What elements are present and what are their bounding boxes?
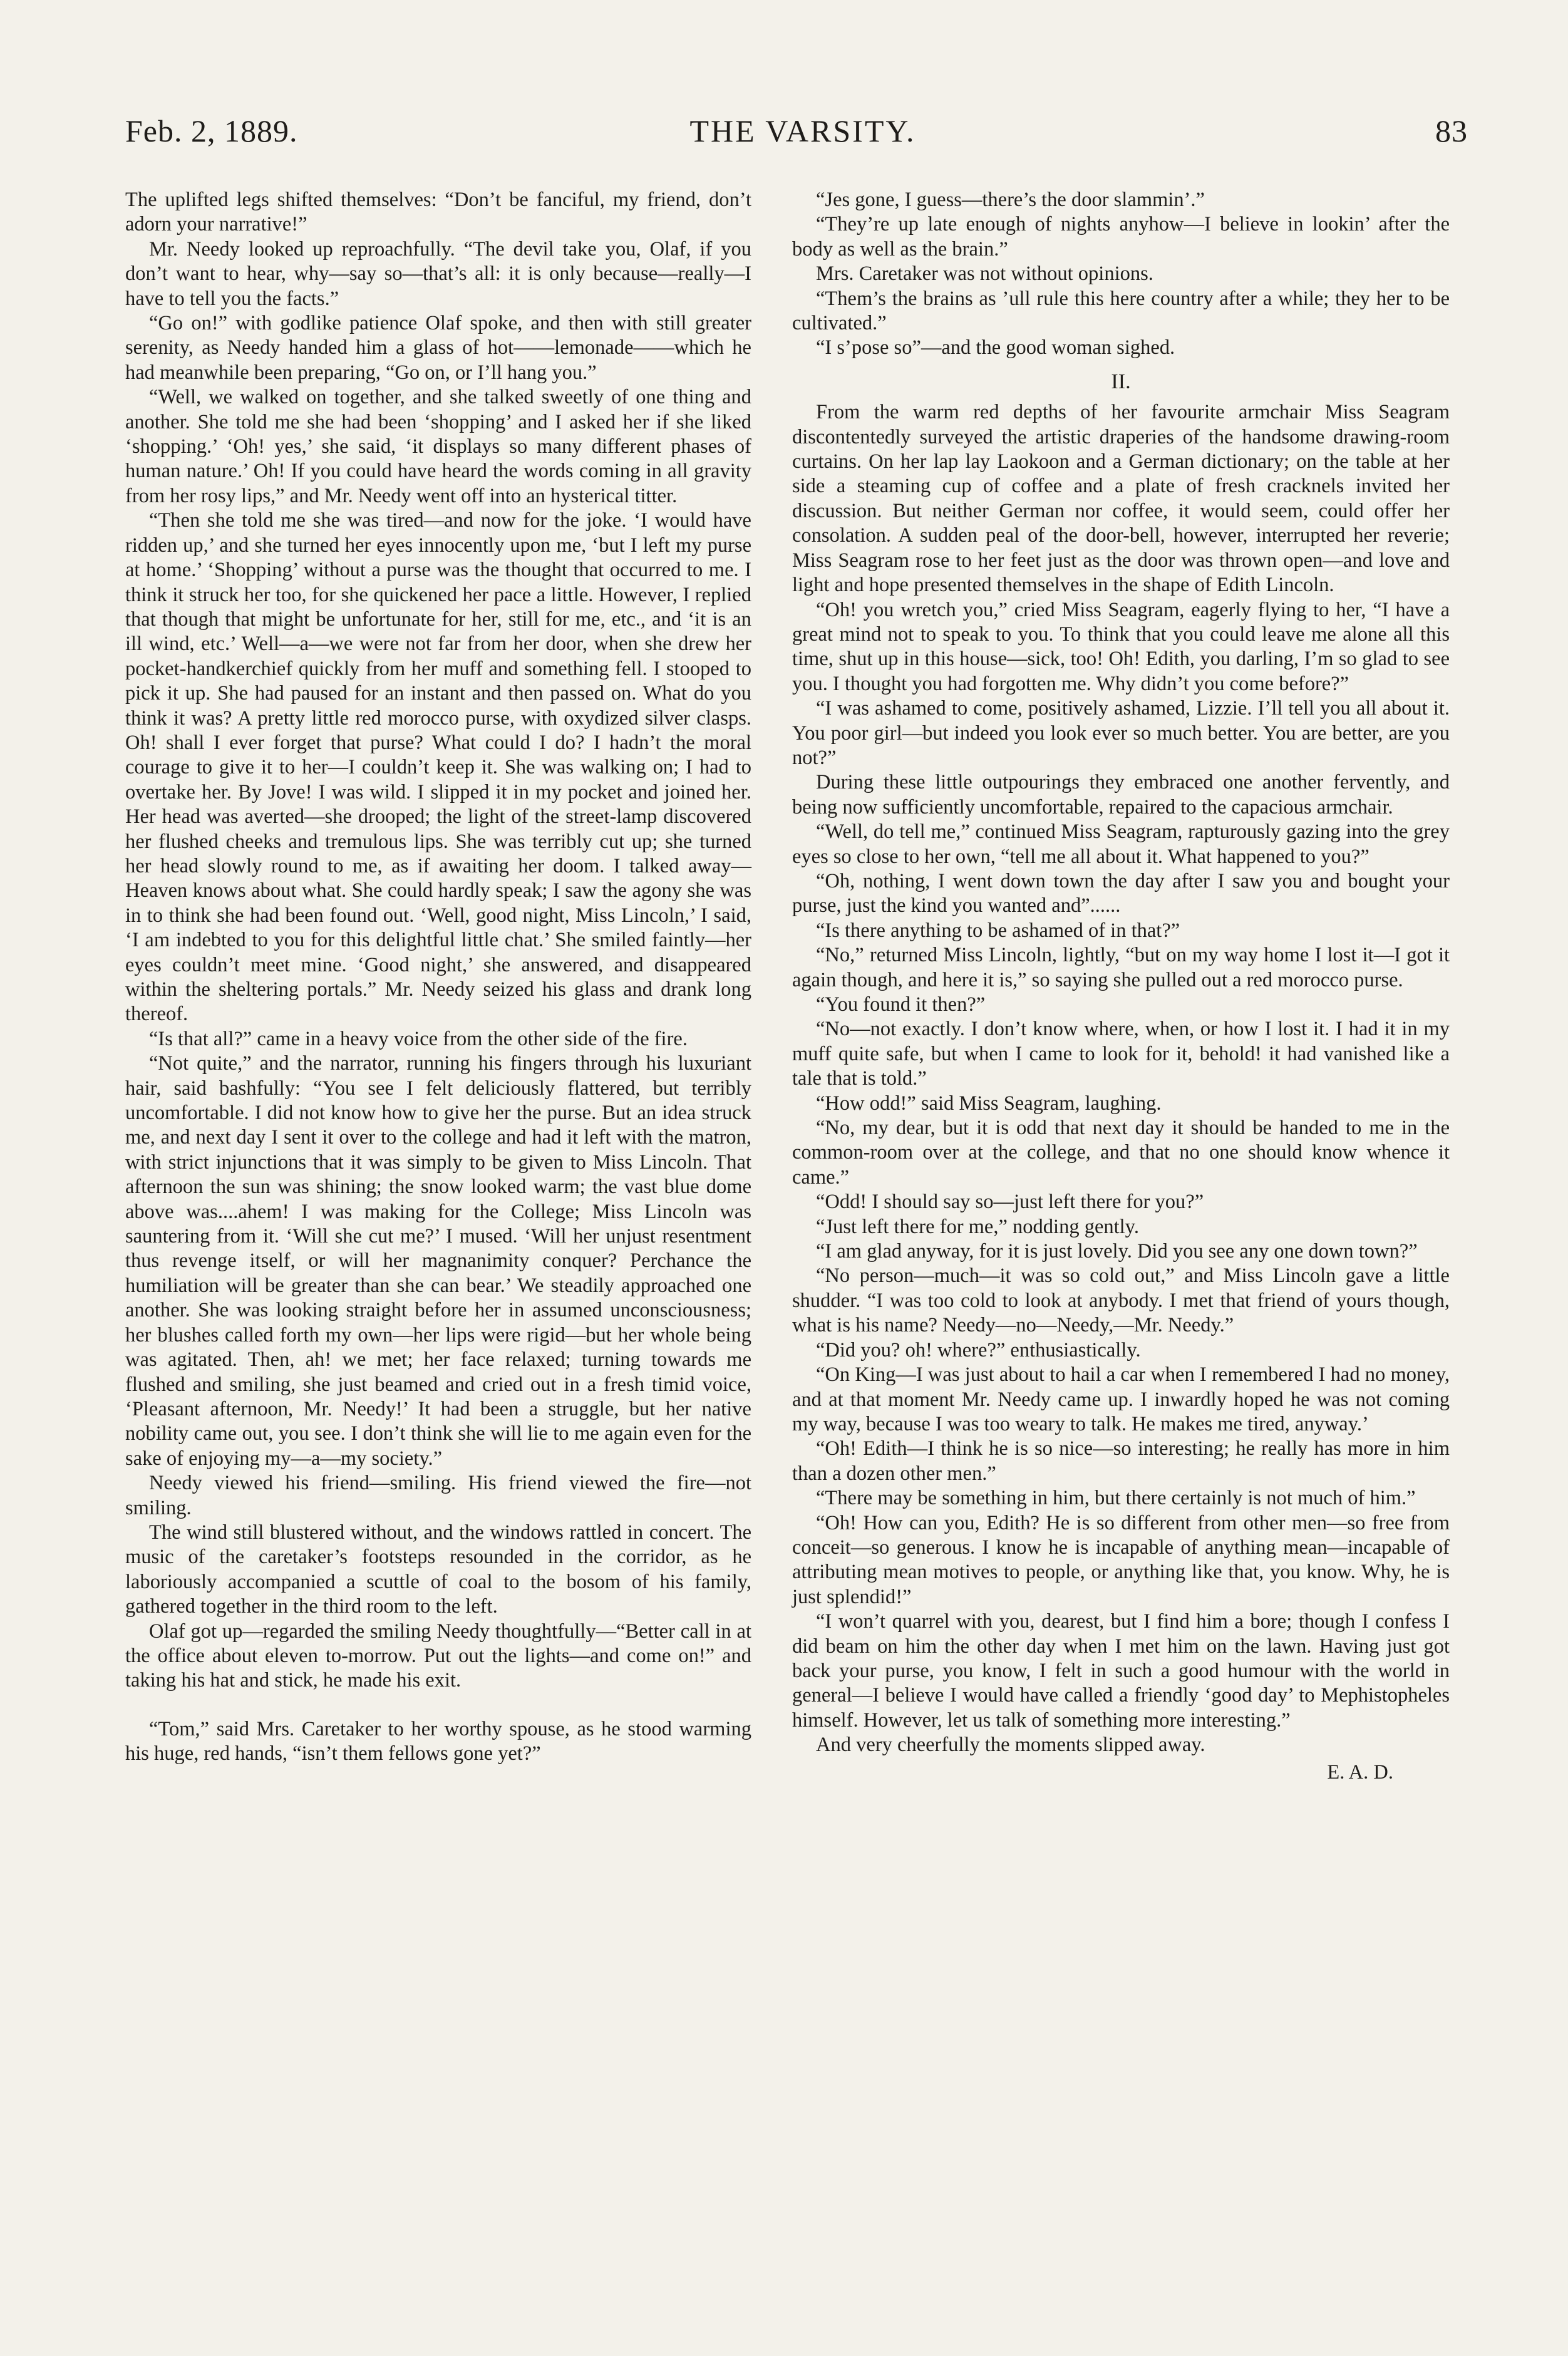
paragraph: The wind still blustered without, and the windows rattled in concert. The music of the caretaker’s footsteps resounded in the corridor, as he laboriously accompanied a scuttle of coal to the bosom of his family, gathered together in the third room to the left.	[125, 1521, 751, 1618]
paragraph: “Just left there for me,” nodding gently.	[816, 1215, 1139, 1238]
paragraph: “Well, do tell me,” continued Miss Seagram, rapturously gazing into the grey eyes so close to her own, “tell me all about it. What happened to you?”	[792, 820, 1450, 868]
paragraph: Mrs. Caretaker was not without opinions.	[816, 262, 1153, 286]
paragraph: “Is that all?” came in a heavy voice from the other side of the fire.	[149, 1027, 688, 1050]
paragraph: And very cheerfully the moments slipped away.	[816, 1733, 1205, 1757]
paragraph: “Not quite,” and the narrator, running his fingers through his luxuriant hair, said bashfully: “You see I felt deliciously flattered, but terribly uncomfortable. I did not know how to give her the purse. But an idea struck me, and next day I sent it over to the college and had it left with the matron, with strict injunctions that it was simply to be given to Miss Lincoln. That afternoon the sun was shining; the snow looked warm; the vast blue dome above was....ahem! I was making for the College; Miss Lincoln was sauntering from it. ‘Will she cut me?’ I mused. ‘Will her unjust resentment thus revenge itself, or will her magnanimity conquer? Perchance the humiliation will be greater than she can bear.’ We steadily approached one another. She was looking straight before her in assumed unconsciousness; her blushes called forth my own—her lips were rigid—but her whole being was agitated. Then, ah! we met; her face relaxed; turning towards me flushed and smiling, she just beamed and cried out in a fresh timid voice, ‘Pleasant afternoon, Mr. Needy!’ It had been a struggle, but her native nobility came out, you see. I don’t think she will lie to me again even for the sake of enjoying my—a—my society.”	[125, 1052, 751, 1470]
paragraph: “Did you? oh! where?” enthusiastically.	[816, 1338, 1141, 1361]
paragraph: “No—not exactly. I don’t know where, when, or how I lost it. I had it in my muff quite safe, but when I came to look for it, behold! it had vanished like a tale that is told.”	[792, 1018, 1450, 1090]
paragraph: During these little outpourings they embraced one another fervently, and being now sufficiently uncomfortable, repaired to the capacious armchair.	[792, 771, 1450, 819]
paragraph: “Oh, nothing, I went down town the day after I saw you and bought your purse, just the kind you wanted and”......	[792, 869, 1450, 917]
paragraph: “I s’pose so”—and the good woman sighed.	[816, 336, 1175, 359]
page-number: 83	[1435, 113, 1468, 148]
paragraph: “No person—much—it was so cold out,” and Miss Lincoln gave a little shudder. “I was too cold to look at anybody. I met that friend of yours though, what is his name? Needy—no—Needy,—Mr. Needy.”	[792, 1264, 1450, 1337]
paragraph: Needy viewed his friend—smiling. His friend viewed the fire—not smiling.	[125, 1472, 751, 1519]
paragraph: “Jes gone, I guess—there’s the door slammin’.”	[816, 189, 1205, 211]
paragraph: Olaf got up—regarded the smiling Needy thoughtfully—“Better call in at the office about eleven to-morrow. Put out the lights—and come on!” and taking his hat and stick, he made his exit.	[125, 1620, 751, 1692]
paragraph: “There may be something in him, but there certainly is not much of him.”	[816, 1487, 1416, 1510]
paragraph: “Oh! How can you, Edith? He is so different from other men—so free from conceit—so generous. I know he is incapable of anything mean—incapable of attributing mean motives to people, or anything like that, you know. Why, he is just splendid!”	[792, 1511, 1450, 1608]
author-signature: E. A. D.	[1327, 1760, 1393, 1784]
section-number: II.	[1111, 369, 1131, 393]
paragraph: “I am glad anyway, for it is just lovely. Did you see any one down town?”	[816, 1240, 1418, 1263]
publication-title: THE VARSITY.	[689, 113, 916, 148]
issue-date: Feb. 2, 1889.	[125, 113, 298, 148]
paragraph: “Go on!” with godlike patience Olaf spoke, and then with still greater serenity, as Needy handed him a glass of hot——lemonade——which he had meanwhile been preparing, “Go on, or I’ll hang you.”	[125, 312, 751, 384]
paragraph: “I won’t quarrel with you, dearest, but I find him a bore; though I confess I did beam on him the other day when I met him on the lawn. Having just got back your purse, you know, I felt in such a good humour with the world in general—I believe I would have called a friendly ‘good day’ to Mephistopheles himself. However, let us talk of something more interesting.”	[792, 1610, 1450, 1732]
paragraph: “Oh! you wretch you,” cried Miss Seagram, eagerly flying to her, “I have a great mind not to speak to you. To think that you could leave me alone all this time, shut up in this house—sick, too! Oh! Edith, you darling, I’m so glad to see you. I thought you had forgotten me. Why didn’t you come before?”	[792, 598, 1450, 695]
left-column	[125, 188, 751, 1767]
paragraph: “You found it then?”	[816, 993, 986, 1016]
paragraph: “Then she told me she was tired—and now for the joke. ‘I would have ridden up,’ and she turned her eyes innocently upon me, ‘but I left my purse at home.’ ‘Shopping’ without a purse was the thought that occurred to me. I think it struck her too, for she quickened her pace a little. However, I replied that though that might be unfortunate for her, still for me, etc., and ‘it is an ill wind, etc.’ Well—a—we were not far from her door, when she drew her pocket-handkerchief quickly from her muff and something fell. I stooped to pick it up. She had paused for an instant and then passed on. What do you think it was? A pretty little red morocco purse, with oxydized silver clasps. Oh! shall I ever forget that purse? What could I do? I hadn’t the moral courage to give it to her—I couldn’t keep it. She was walking on; I had to overtake her. By Jove! I was wild. I slipped it in my pocket and joined her. Her head was averted—she drooped; the light of the street-lamp discovered her flushed cheeks and tremulous lips. She was terribly cut up; she turned her head slowly round to me, as if awaiting her doom. I talked away—Heaven knows about what. She could hardly speak; I saw the agony she was in to think she had been found out. ‘Well, good night, Miss Lincoln,’ I said, ‘I am indebted to you for this delightful little chat.’ She smiled faintly—her eyes couldn’t meet mine. ‘Good night,’ she answered, and disappeared within the sheltering portals.” Mr. Needy seized his glass and drank long thereof.	[125, 509, 751, 1026]
paragraph: “Well, we walked on together, and she talked sweetly of one thing and another. She told me she had been ‘shopping’ and I asked her if she liked ‘shopping.’ ‘Oh! yes,’ she said, ‘it displays so many different phases of human nature.’ Oh! If you could have heard the words coming in all gravity from her rosy lips,” and Mr. Needy went off into an hysterical titter.	[125, 386, 751, 507]
paragraph: The uplifted legs shifted themselves: “Don’t be fanciful, my friend, don’t adorn your narrative!”	[125, 189, 751, 236]
paragraph: “No,” returned Miss Lincoln, lightly, “but on my way home I lost it—I got it again though, and here it is,” so saying she pulled out a red morocco purse.	[792, 944, 1450, 991]
paragraph: “Tom,” said Mrs. Caretaker to her worthy spouse, as he stood warming his huge, red hands, “isn’t them fellows gone yet?”	[125, 1717, 751, 1765]
paragraph: “Them’s the brains as ’ull rule this here country after a while; they her to be cultivated.”	[792, 287, 1450, 335]
paragraph: “I was ashamed to come, positively ashamed, Lizzie. I’ll tell you all about it. You poor girl—but indeed you look ever so much better. You are better, are you not?”	[792, 697, 1450, 769]
paragraph: “No, my dear, but it is odd that next day it should be handed to me in the common-room over at the college, and that no one should know whence it came.”	[792, 1117, 1450, 1189]
paragraph: Mr. Needy looked up reproachfully. “The devil take you, Olaf, if you don’t want to hear, why—say so—that’s all: it is only because—really—I have to tell you the facts.”	[125, 237, 751, 310]
paragraph: “Oh! Edith—I think he is so nice—so interesting; he really has more in him than a dozen other men.”	[792, 1437, 1450, 1485]
paragraph: “Is there anything to be ashamed of in that?”	[816, 919, 1180, 942]
paragraph: “Odd! I should say so—just left there for you?”	[816, 1191, 1204, 1214]
paragraph: From the warm red depths of her favourite armchair Miss Seagram discontentedly surveyed the artistic draperies of the handsome drawing-room curtains. On her lap lay Laokoon and a German dictionary; on the table at her side a steaming cup of coffee and a plate of fresh cracknels invited her discussion. But neither German nor coffee, it would seem, could offer her consolation. A sudden peal of the door-bell, however, interrupted her reverie; Miss Seagram rose to her feet just as the door was thrown open—and love and light and hope presented themselves in the shape of Edith Lincoln.	[792, 401, 1450, 597]
paragraph: “How odd!” said Miss Seagram, laughing.	[816, 1092, 1162, 1115]
paragraph: “On King—I was just about to hail a car when I remembered I had no money, and at that moment Mr. Needy came up. I inwardly hoped he was not coming my way, because I was too weary to talk. He makes me tired, anyway.’	[792, 1363, 1450, 1435]
page-header	[100, 113, 1505, 157]
paragraph: “They’re up late enough of nights anyhow—I believe in lookin’ after the body as well as the brain.”	[792, 213, 1450, 261]
right-column	[792, 188, 1450, 1785]
